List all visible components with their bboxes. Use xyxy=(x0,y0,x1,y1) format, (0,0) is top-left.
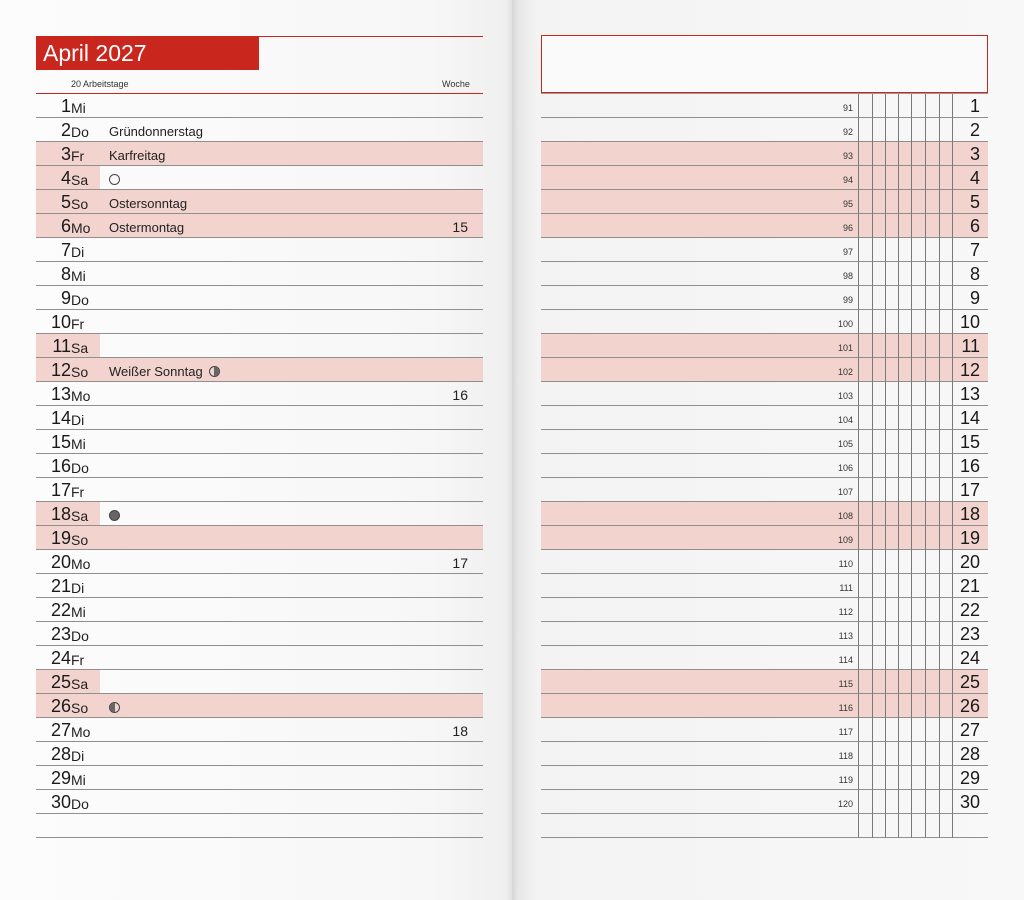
notes-row[interactable] xyxy=(541,646,988,670)
weekday-label: Sa xyxy=(71,508,89,524)
notes-row[interactable] xyxy=(541,502,988,526)
day-row[interactable] xyxy=(36,430,483,454)
weekday-label: Do xyxy=(71,628,89,644)
day-row[interactable] xyxy=(36,622,483,646)
weekday-label: Mo xyxy=(71,388,91,404)
day-number-right: 25 xyxy=(959,672,980,692)
weekday-label: Di xyxy=(71,244,85,260)
day-number-right: 11 xyxy=(961,336,980,356)
day-of-year: 108 xyxy=(837,511,853,521)
weekday-label: So xyxy=(71,532,89,548)
event-label: Ostermontag xyxy=(109,220,185,235)
notes-row[interactable] xyxy=(541,334,988,358)
event-label: Gründonnerstag xyxy=(109,124,203,139)
day-number: 20 xyxy=(50,552,71,572)
notes-day-list xyxy=(541,94,988,838)
weekday-label: Fr xyxy=(71,652,85,668)
weekday-label: Sa xyxy=(71,340,89,356)
event-cell xyxy=(109,216,184,240)
day-row[interactable] xyxy=(36,670,483,694)
event-cell xyxy=(109,360,220,384)
weekday-label: Mi xyxy=(71,100,86,116)
weekday-label: Mo xyxy=(71,220,91,236)
day-number: 25 xyxy=(50,672,71,692)
moon-full-icon xyxy=(109,174,120,185)
weekday-label: Mi xyxy=(71,604,86,620)
empty-row[interactable] xyxy=(36,814,483,838)
book-gutter xyxy=(506,0,518,900)
day-of-year: 107 xyxy=(837,487,853,497)
day-row[interactable] xyxy=(36,310,483,334)
notes-row[interactable] xyxy=(541,622,988,646)
day-row[interactable] xyxy=(36,142,483,166)
day-row[interactable] xyxy=(36,574,483,598)
day-number-right: 21 xyxy=(959,576,980,596)
notes-row[interactable] xyxy=(541,382,988,406)
event-cell xyxy=(109,120,203,144)
day-number-right: 18 xyxy=(959,504,980,524)
day-list xyxy=(36,94,483,838)
day-of-year: 100 xyxy=(837,319,853,329)
event-cell xyxy=(109,144,165,168)
day-of-year: 120 xyxy=(837,799,853,809)
day-number-right: 4 xyxy=(969,168,980,188)
day-row[interactable] xyxy=(36,646,483,670)
day-of-year: 106 xyxy=(837,463,853,473)
weekday-label: Mi xyxy=(71,436,86,452)
week-column-header: Woche xyxy=(442,79,470,89)
notes-row[interactable] xyxy=(541,742,988,766)
day-number: 2 xyxy=(60,120,71,140)
day-number-right: 7 xyxy=(969,240,980,260)
day-of-year: 119 xyxy=(838,775,853,785)
workdays-count: 20 Arbeitstage xyxy=(71,79,129,89)
day-row[interactable] xyxy=(36,94,483,118)
day-number-right: 27 xyxy=(959,720,980,740)
weekday-label: Fr xyxy=(71,148,85,164)
day-of-year: 112 xyxy=(838,607,853,617)
weekday-label: Di xyxy=(71,580,85,596)
day-number-right: 28 xyxy=(959,744,980,764)
day-row[interactable] xyxy=(36,190,483,214)
day-number: 29 xyxy=(50,768,71,788)
moon-wax-icon xyxy=(209,366,220,377)
day-number-right: 6 xyxy=(969,216,980,236)
notes-row[interactable] xyxy=(541,766,988,790)
notes-row[interactable] xyxy=(541,550,988,574)
weekday-label: Do xyxy=(71,124,89,140)
day-number-right: 30 xyxy=(959,792,980,812)
notes-row[interactable] xyxy=(541,358,988,382)
notes-box[interactable] xyxy=(541,35,988,93)
day-number: 11 xyxy=(52,336,71,356)
notes-row[interactable] xyxy=(541,214,988,238)
notes-row[interactable] xyxy=(541,478,988,502)
event-label: Karfreitag xyxy=(109,148,166,163)
day-of-year: 111 xyxy=(839,583,853,593)
day-row[interactable] xyxy=(36,790,483,814)
day-number-right: 16 xyxy=(959,456,980,476)
day-row[interactable] xyxy=(36,502,483,526)
weekday-label: Sa xyxy=(71,172,89,188)
weekday-label: Sa xyxy=(71,676,89,692)
day-of-year: 114 xyxy=(838,655,853,665)
day-number: 3 xyxy=(60,144,71,164)
week-number: 16 xyxy=(452,387,468,403)
notes-row[interactable] xyxy=(541,190,988,214)
event-label: Weißer Sonntag xyxy=(109,364,203,379)
day-number: 8 xyxy=(60,264,71,284)
day-number: 4 xyxy=(60,168,71,188)
weekday-label: So xyxy=(71,700,89,716)
weekday-label: Fr xyxy=(71,316,85,332)
day-row[interactable] xyxy=(36,382,483,406)
weekday-label: Mi xyxy=(71,268,86,284)
day-number-right: 10 xyxy=(959,312,980,332)
day-number: 23 xyxy=(50,624,71,644)
day-of-year: 93 xyxy=(842,151,853,161)
day-number-right: 19 xyxy=(959,528,980,548)
day-of-year: 115 xyxy=(838,679,853,689)
day-number: 13 xyxy=(50,384,71,404)
weekday-label: Mi xyxy=(71,772,86,788)
week-number: 17 xyxy=(452,555,468,571)
day-number-right: 17 xyxy=(959,480,980,500)
day-number-right: 13 xyxy=(959,384,980,404)
day-number: 24 xyxy=(50,648,71,668)
weekday-label: Fr xyxy=(71,484,85,500)
notes-row[interactable] xyxy=(541,166,988,190)
day-of-year: 94 xyxy=(842,175,853,185)
notes-row[interactable] xyxy=(541,238,988,262)
day-of-year: 116 xyxy=(838,703,853,713)
weekday-label: Di xyxy=(71,412,85,428)
notes-row[interactable] xyxy=(541,118,988,142)
day-number: 27 xyxy=(50,720,71,740)
notes-row[interactable] xyxy=(541,574,988,598)
weekday-label: Do xyxy=(71,796,89,812)
day-number: 21 xyxy=(50,576,71,596)
weekday-label: So xyxy=(71,196,89,212)
notes-row[interactable] xyxy=(541,598,988,622)
day-number-right: 23 xyxy=(959,624,980,644)
day-of-year: 91 xyxy=(842,103,853,113)
notes-row[interactable] xyxy=(541,94,988,118)
day-row[interactable] xyxy=(36,454,483,478)
day-row[interactable] xyxy=(36,598,483,622)
notes-row[interactable] xyxy=(541,454,988,478)
day-number-right: 8 xyxy=(969,264,980,284)
day-of-year: 104 xyxy=(837,415,853,425)
event-cell xyxy=(109,168,120,192)
notes-row[interactable] xyxy=(541,718,988,742)
day-number-right: 20 xyxy=(959,552,980,572)
day-of-year: 95 xyxy=(842,199,853,209)
moon-wane-icon xyxy=(109,702,120,713)
day-of-year: 99 xyxy=(842,295,853,305)
day-of-year: 96 xyxy=(842,223,853,233)
week-number: 15 xyxy=(452,219,468,235)
day-number-right: 9 xyxy=(969,288,980,308)
day-row[interactable] xyxy=(36,478,483,502)
day-row[interactable] xyxy=(36,358,483,382)
day-number: 15 xyxy=(50,432,71,452)
day-number: 14 xyxy=(50,408,71,428)
day-number-right: 14 xyxy=(959,408,980,428)
day-row[interactable] xyxy=(36,526,483,550)
notes-row[interactable] xyxy=(541,670,988,694)
notes-row[interactable] xyxy=(541,262,988,286)
month-title: April 2027 xyxy=(36,36,259,70)
notes-row[interactable] xyxy=(541,310,988,334)
title-rule xyxy=(259,36,483,37)
day-number-right: 15 xyxy=(959,432,980,452)
day-of-year: 117 xyxy=(838,727,853,737)
day-number: 28 xyxy=(50,744,71,764)
day-row[interactable] xyxy=(36,262,483,286)
day-of-year: 92 xyxy=(842,127,853,137)
notes-row[interactable] xyxy=(541,142,988,166)
day-row[interactable] xyxy=(36,286,483,310)
event-cell xyxy=(109,504,120,528)
day-number: 22 xyxy=(50,600,71,620)
day-number-right: 3 xyxy=(969,144,980,164)
day-of-year: 97 xyxy=(842,247,853,257)
day-number: 17 xyxy=(50,480,71,500)
notes-row[interactable] xyxy=(541,694,988,718)
notes-row[interactable] xyxy=(541,790,988,814)
weekday-label: So xyxy=(71,364,89,380)
day-number: 6 xyxy=(60,216,71,236)
day-number: 12 xyxy=(50,360,71,380)
week-number: 18 xyxy=(452,723,468,739)
day-row[interactable] xyxy=(36,166,483,190)
day-of-year: 98 xyxy=(842,271,853,281)
weekday-label: Mo xyxy=(71,556,91,572)
day-number-right: 22 xyxy=(959,600,980,620)
moon-new-icon xyxy=(109,510,120,521)
day-row[interactable] xyxy=(36,550,483,574)
day-number-right: 5 xyxy=(969,192,980,212)
day-number: 10 xyxy=(50,312,71,332)
empty-row[interactable] xyxy=(541,814,988,838)
event-cell xyxy=(109,192,187,216)
day-row[interactable] xyxy=(36,118,483,142)
day-number-right: 2 xyxy=(969,120,980,140)
weekday-label: Di xyxy=(71,748,85,764)
day-number: 19 xyxy=(50,528,71,548)
day-row[interactable] xyxy=(36,694,483,718)
day-of-year: 109 xyxy=(837,535,853,545)
event-cell xyxy=(109,696,120,720)
day-number-right: 12 xyxy=(959,360,980,380)
day-number-right: 29 xyxy=(959,768,980,788)
day-row[interactable] xyxy=(36,406,483,430)
day-row[interactable] xyxy=(36,214,483,238)
day-number: 7 xyxy=(60,240,71,260)
day-of-year: 101 xyxy=(837,343,853,353)
day-number: 16 xyxy=(50,456,71,476)
day-number: 30 xyxy=(50,792,71,812)
day-row[interactable] xyxy=(36,766,483,790)
notes-row[interactable] xyxy=(541,286,988,310)
day-of-year: 102 xyxy=(837,367,853,377)
day-row[interactable] xyxy=(36,334,483,358)
day-number: 5 xyxy=(60,192,71,212)
weekday-label: Do xyxy=(71,460,89,476)
day-row[interactable] xyxy=(36,718,483,742)
day-of-year: 103 xyxy=(837,391,853,401)
day-number: 9 xyxy=(60,288,71,308)
notes-row[interactable] xyxy=(541,430,988,454)
day-number: 26 xyxy=(50,696,71,716)
day-of-year: 118 xyxy=(838,751,853,761)
event-label: Ostersonntag xyxy=(109,196,188,211)
weekday-label: Mo xyxy=(71,724,91,740)
day-of-year: 110 xyxy=(838,559,853,569)
notes-row[interactable] xyxy=(541,406,988,430)
notes-row[interactable] xyxy=(541,526,988,550)
day-of-year: 113 xyxy=(838,631,853,641)
day-row[interactable] xyxy=(36,238,483,262)
day-number: 18 xyxy=(50,504,71,524)
day-of-year: 105 xyxy=(837,439,853,449)
day-number-right: 24 xyxy=(959,648,980,668)
day-number-right: 1 xyxy=(969,96,980,116)
day-number-right: 26 xyxy=(959,696,980,716)
weekday-label: Do xyxy=(71,292,89,308)
day-number: 1 xyxy=(60,96,71,116)
day-row[interactable] xyxy=(36,742,483,766)
